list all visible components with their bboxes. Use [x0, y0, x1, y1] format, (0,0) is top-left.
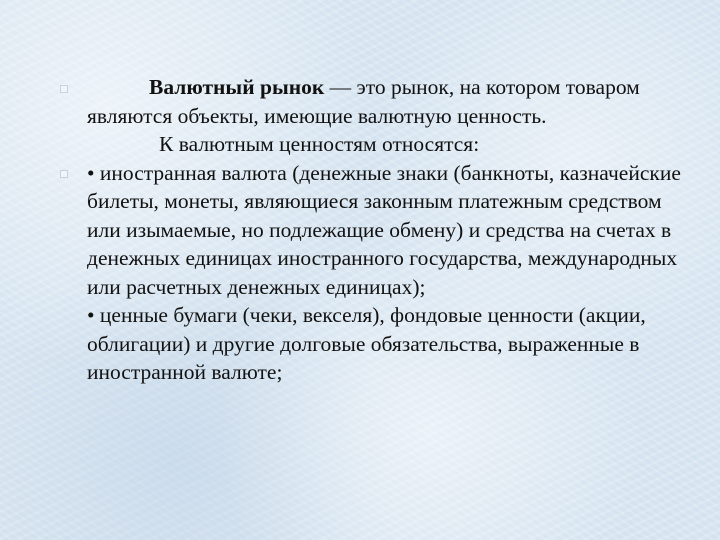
- list-item-securities: • ценные бумаги (чеки, векселя), фондовые ценности (акции, облигации) и другие долговые обязательства, выраженные в иностранной валюте;: [87, 303, 646, 384]
- paragraph-currency-values: [87, 130, 697, 387]
- bullet-marker-1: [60, 85, 68, 93]
- currency-values-intro: К валютным ценностям относятся:: [159, 132, 480, 156]
- list-item-foreign-currency: • иностранная валюта (денежные знаки (банкноты, казначейские билеты, монеты, являющиеся законным платежным средством или изымаемые, но подлежащие обмену) и средства на счетах в денежных единицах иностранного государства, международных или расчетных денежных единицах);: [87, 160, 681, 299]
- term-currency-market: Валютный рынок: [149, 75, 325, 99]
- slide-body: [87, 73, 697, 387]
- paragraph-definition: [87, 73, 697, 130]
- bullet-marker-2: [60, 170, 68, 178]
- definition-text: — это рынок, на котором товаром являются объекты, имеющие валютную ценность.: [87, 75, 640, 128]
